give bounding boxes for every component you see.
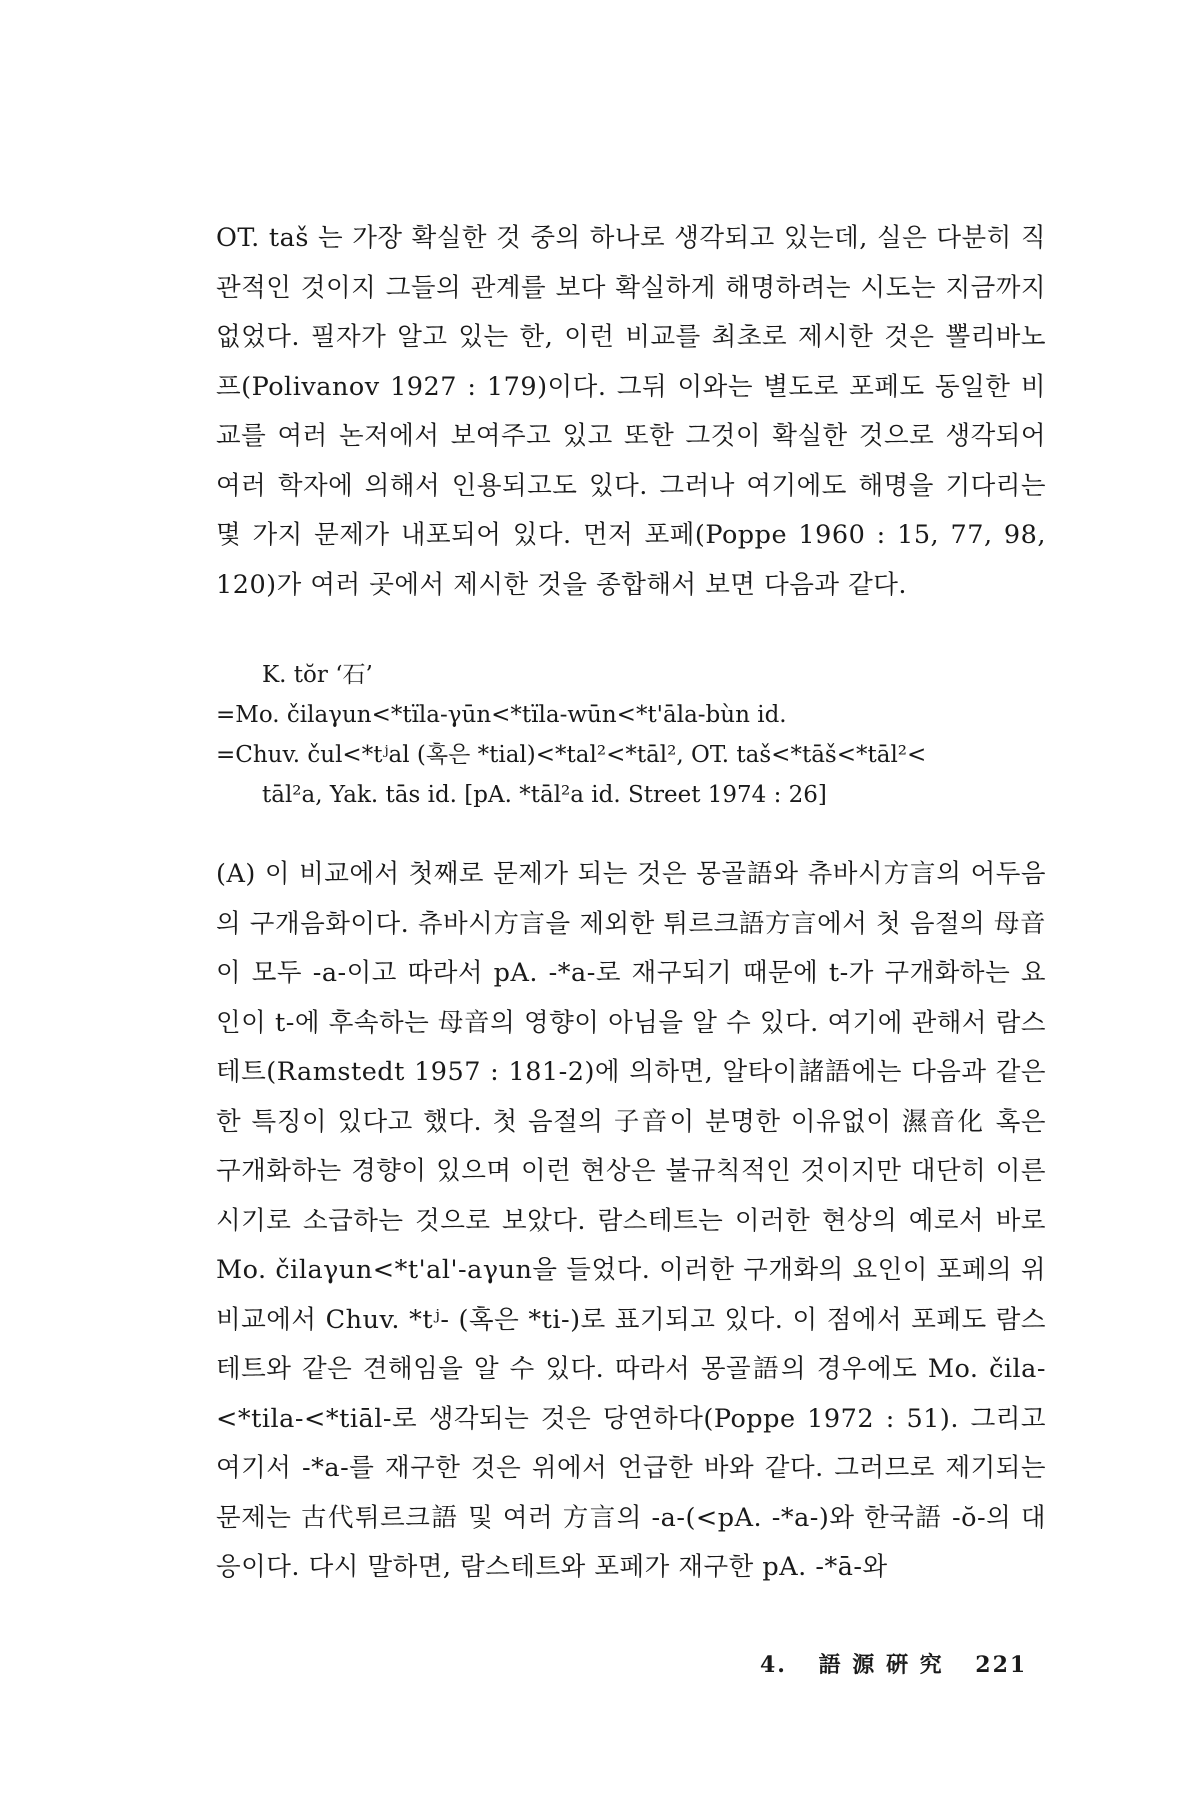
paragraph-1: OT. taš 는 가장 확실한 것 중의 하나로 생각되고 있는데, 실은 다분히 직관적인 것이지 그들의 관계를 보다 확실하게 해명하려는 시도는 지금까지 없었다. 필자가 알고 있는 한, 이런 비교를 최초로 제시한 것은 뽈리바노프(Polivanov 1927 : 179)이다. 그뒤 이와는 별도로 포페도 동일한 비교를 여러 논저에서 보여주고 있고 또한 그것이 확실한 것으로 생각되어 여러 학자에 의해서 인용되고도 있다. 그러나 여기에도 해명을 기다리는 몇 가지 문제가 내포되어 있다. 먼저 포페(Poppe 1960 : 15, 77, 98, 120)가 여러 곳에서 제시한 것을 종합해서 보면 다음과 같다. <box>216 223 1046 600</box>
page-footer <box>760 1648 1027 1679</box>
example-line-3: =Chuv. čul<*tʲal (혹은 *tial)<*tal²<*tāl², OT. taš<*tāš<*tāl²< <box>216 742 927 768</box>
example-line-4: tāl²a, Yak. tās id. [pA. *tāl²a id. Street 1974 : 26] <box>262 782 827 808</box>
chapter-number: 4. <box>760 1652 787 1678</box>
example-line-1: K. tŏr ‘石’ <box>262 662 373 688</box>
example-line-2: =Mo. čilaγun<*tïla-γūn<*tïla-wūn<*t'āla-bùn id. <box>216 702 787 728</box>
chapter-title: 語 源 硏 究 <box>818 1652 944 1678</box>
example-block <box>216 655 1046 815</box>
paragraph-2: (A) 이 비교에서 첫째로 문제가 되는 것은 몽골語와 츄바시方言의 어두음의 구개음화이다. 츄바시方言을 제외한 튀르크語方言에서 첫 음절의 母音이 모두 -a-이고 따라서 pA. -*a-로 재구되기 때문에 t-가 구개화하는 요인이 t-에 후속하는 母音의 영향이 아님을 알 수 있다. 여기에 관해서 람스테트(Ramstedt 1957 : 181-2)에 의하면, 알타이諸語에는 다음과 같은 한 특징이 있다고 했다. 첫 음절의 子音이 분명한 이유없이 濕音化 혹은 구개화하는 경향이 있으며 이런 현상은 불규칙적인 것이지만 대단히 이른 시기로 소급하는 것으로 보았다. 람스테트는 이러한 현상의 예로서 바로 Mo. čilaγun<*t'al'-aγun을 들었다. 이러한 구개화의 요인이 포페의 위 비교에서 Chuv. *tʲ- (혹은 *ti-)로 표기되고 있다. 이 점에서 포페도 람스테트와 같은 견해임을 알 수 있다. 따라서 몽골語의 경우에도 Mo. čila-<*tila-<*tiāl-로 생각되는 것은 당연하다(Poppe 1972 : 51). 그리고 여기서 -*a-를 재구한 것은 위에서 언급한 바와 같다. 그러므로 제기되는 문제는 古代튀르크語 및 여러 方言의 -a-(<pA. -*a-)와 한국語 -ŏ-의 대응이다. 다시 말하면, 람스테트와 포페가 재구한 pA. -*ā-와 <box>216 859 1046 1582</box>
page-number: 221 <box>975 1652 1028 1678</box>
